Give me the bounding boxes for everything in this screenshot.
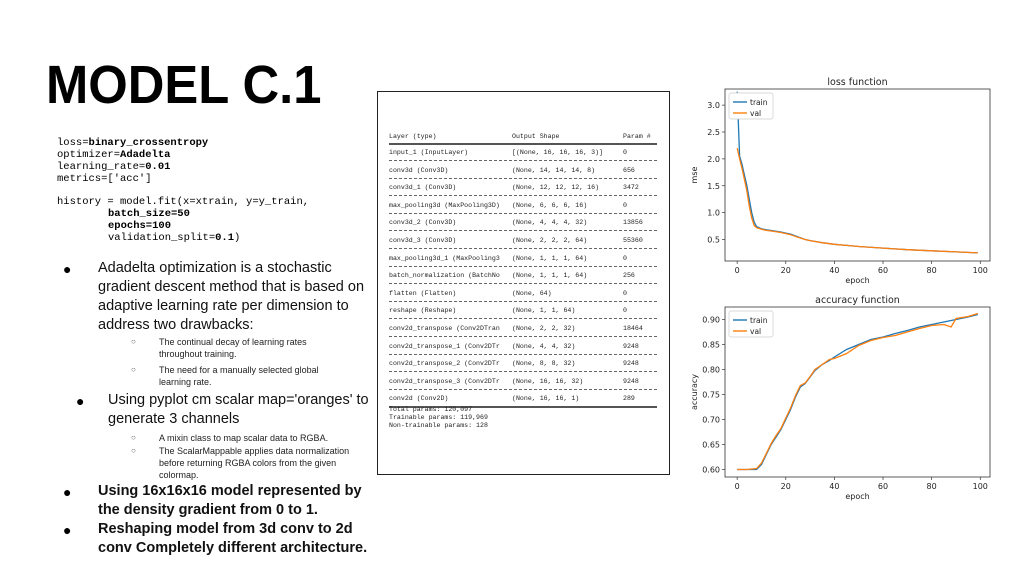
legend-label-train: train bbox=[750, 98, 768, 107]
summary-cell-output: [(None, 16, 16, 16, 3)] bbox=[512, 149, 604, 156]
chart-title: loss function bbox=[827, 77, 888, 88]
y-tick-label: 0.60 bbox=[702, 465, 720, 475]
summary-cell-output: (None, 64) bbox=[512, 289, 552, 297]
code-line-learning-rate: learning_rate=0.01 bbox=[57, 161, 171, 173]
code-line-metrics: metrics=['acc'] bbox=[57, 173, 152, 185]
summary-row-separator bbox=[389, 266, 657, 267]
summary-header-separator bbox=[389, 143, 657, 145]
y-tick-label: 0.5 bbox=[707, 235, 720, 245]
bullet-reshaping: Reshaping model from 3d conv to 2d conv Completely different architecture. bbox=[98, 521, 368, 556]
summary-header-layer: Layer (type) bbox=[389, 133, 437, 140]
sub-bullet-mixin: A mixin class to map scalar data to RGBA. bbox=[159, 433, 329, 443]
summary-cell-layer: conv3d_3 (Conv3D) bbox=[389, 237, 457, 244]
y-axis-label: mse bbox=[690, 166, 699, 184]
summary-cell-param: 0 bbox=[623, 307, 627, 315]
summary-cell-param: 0 bbox=[623, 289, 627, 297]
summary-row-separator bbox=[389, 160, 657, 161]
sub-bullet-circle: ○ bbox=[131, 433, 136, 442]
x-tick-label: 20 bbox=[780, 482, 791, 491]
y-tick-label: 0.85 bbox=[702, 340, 720, 350]
summary-cell-output: (None, 2, 2, 2, 64) bbox=[512, 237, 588, 244]
summary-cell-param: 289 bbox=[623, 395, 635, 403]
legend-label-val: val bbox=[750, 109, 762, 118]
summary-row-separator bbox=[389, 389, 657, 390]
bullet-dot: ● bbox=[63, 261, 72, 277]
y-tick-label: 0.70 bbox=[702, 415, 720, 425]
bullet-dot: ● bbox=[76, 393, 85, 409]
summary-row-separator bbox=[389, 336, 657, 337]
x-tick-label: 60 bbox=[877, 266, 889, 275]
sub-bullet-decay: The continual decay of learning rates throughout training. bbox=[159, 337, 307, 359]
y-axis-label: accuracy bbox=[690, 373, 699, 411]
summary-cell-output: (None, 4, 4, 4, 32) bbox=[512, 219, 588, 227]
summary-cell-layer: conv3d_1 (Conv3D) bbox=[389, 184, 457, 192]
summary-cell-param: 0 bbox=[623, 254, 627, 262]
summary-row-separator bbox=[389, 301, 657, 302]
summary-cell-output: (None, 4, 4, 32) bbox=[512, 342, 576, 350]
sub-bullet-global-lr: The need for a manually selected global learning rate. bbox=[159, 365, 319, 387]
sub-bullet-circle: ○ bbox=[131, 365, 136, 374]
summary-cell-param: 55360 bbox=[623, 237, 643, 244]
summary-cell-param: 256 bbox=[623, 272, 635, 280]
x-axis-label: epoch bbox=[845, 276, 870, 285]
bullet-pyplot: Using pyplot cm scalar map='oranges' to generate 3 channels bbox=[108, 392, 369, 427]
summary-cell-param: 3472 bbox=[623, 184, 639, 192]
x-tick-label: 60 bbox=[877, 482, 889, 491]
summary-row-separator bbox=[389, 248, 657, 249]
x-tick-label: 40 bbox=[829, 266, 840, 275]
bullet-dot: ● bbox=[63, 484, 72, 500]
summary-row-separator bbox=[389, 318, 657, 319]
code-line-loss: loss=binary_crossentropy bbox=[57, 137, 209, 149]
legend bbox=[729, 93, 773, 119]
summary-cell-layer: batch_normalization (BatchNo bbox=[389, 272, 500, 280]
summary-cell-output: (None, 8, 8, 32) bbox=[512, 360, 576, 368]
summary-nontrainable: Non-trainable params: 128 bbox=[389, 422, 488, 429]
y-tick-label: 1.5 bbox=[707, 181, 720, 191]
summary-cell-layer: conv2d_transpose (Conv2DTran bbox=[389, 325, 500, 332]
summary-cell-layer: conv2d_transpose_2 (Conv2DTr bbox=[389, 360, 500, 368]
summary-cell-param: 13856 bbox=[623, 219, 643, 227]
bullet-adadelta: Adadelta optimization is a stochastic gradient descent method that is based on adaptive learning rate per dimension to address two drawbacks: bbox=[98, 260, 365, 333]
summary-cell-layer: reshape (Reshape) bbox=[389, 307, 457, 315]
x-tick-label: 0 bbox=[734, 482, 740, 491]
summary-cell-output: (None, 12, 12, 12, 16) bbox=[512, 184, 600, 192]
summary-row-separator bbox=[389, 230, 657, 231]
summary-total: Total params: 120,097 bbox=[389, 406, 473, 413]
summary-cell-layer: max_pooling3d (MaxPooling3D) bbox=[389, 201, 500, 209]
summary-cell-output: (None, 16, 16, 1) bbox=[512, 395, 580, 403]
x-tick-label: 0 bbox=[734, 266, 740, 275]
code-line-optimizer: optimizer=Adadelta bbox=[57, 149, 171, 161]
chart-title: accuracy function bbox=[815, 295, 900, 306]
summary-cell-layer: max_pooling3d_1 (MaxPooling3 bbox=[389, 254, 500, 262]
sub-bullet-circle: ○ bbox=[131, 446, 136, 455]
x-axis-label: epoch bbox=[845, 492, 870, 501]
sub-bullet-scalarmappable: The ScalarMappable applies data normalization before returning RGBA colors from the given colormap. bbox=[159, 446, 350, 480]
summary-cell-param: 9248 bbox=[623, 377, 639, 385]
summary-cell-layer: conv2d_transpose_1 (Conv2DTr bbox=[389, 342, 500, 350]
slide-title: MODEL C.1 bbox=[46, 55, 322, 115]
summary-cell-output: (None, 16, 16, 32) bbox=[512, 377, 584, 385]
summary-row-separator bbox=[389, 354, 657, 355]
summary-cell-param: 0 bbox=[623, 201, 627, 209]
summary-cell-param: 9248 bbox=[623, 360, 639, 368]
x-tick-label: 80 bbox=[926, 266, 937, 275]
loss-chart bbox=[680, 66, 995, 288]
summary-cell-param: 9248 bbox=[623, 342, 639, 350]
summary-cell-param: 18464 bbox=[623, 325, 643, 332]
y-tick-label: 0.65 bbox=[702, 440, 720, 450]
x-tick-label: 100 bbox=[972, 266, 988, 275]
summary-row-separator bbox=[389, 195, 657, 196]
summary-cell-output: (None, 14, 14, 14, 8) bbox=[512, 166, 596, 174]
summary-cell-layer: conv3d_2 (Conv3D) bbox=[389, 219, 457, 227]
summary-cell-layer: conv2d (Conv2D) bbox=[389, 395, 449, 403]
summary-cell-layer: input_1 (InputLayer) bbox=[389, 149, 469, 156]
summary-cell-output: (None, 1, 1, 1, 64) bbox=[512, 254, 588, 262]
summary-cell-param: 0 bbox=[623, 149, 627, 156]
x-tick-label: 80 bbox=[926, 482, 937, 491]
summary-cell-layer: conv3d (Conv3D) bbox=[389, 166, 449, 174]
summary-header-output: Output Shape bbox=[512, 133, 560, 140]
code-line-validation-split: validation_split=0.1) bbox=[108, 232, 241, 244]
y-tick-label: 2.0 bbox=[707, 154, 720, 164]
legend bbox=[729, 311, 773, 337]
summary-header-param: Param # bbox=[623, 133, 651, 140]
bullet-16x16x16: Using 16x16x16 model represented by the density gradient from 0 to 1. bbox=[98, 483, 362, 518]
legend-label-val: val bbox=[750, 327, 762, 336]
summary-row-separator bbox=[389, 371, 657, 372]
summary-cell-layer: conv2d_transpose_3 (Conv2DTr bbox=[389, 377, 500, 385]
code-line-epochs: epochs=100 bbox=[108, 220, 172, 232]
summary-row-separator bbox=[389, 283, 657, 284]
sub-bullet-circle: ○ bbox=[131, 337, 136, 346]
x-tick-label: 40 bbox=[829, 482, 840, 491]
y-tick-label: 3.0 bbox=[707, 101, 720, 111]
y-tick-label: 0.90 bbox=[702, 315, 720, 325]
accuracy-chart bbox=[680, 289, 995, 509]
summary-cell-output: (None, 2, 2, 32) bbox=[512, 325, 576, 332]
code-line-fit: history = model.fit(x=xtrain, y=y_train, bbox=[57, 196, 310, 208]
summary-cell-output: (None, 6, 6, 6, 16) bbox=[512, 201, 588, 209]
summary-cell-layer: flatten (Flatten) bbox=[389, 289, 457, 297]
summary-cell-output: (None, 1, 1, 1, 64) bbox=[512, 272, 588, 280]
summary-trainable: Trainable params: 119,969 bbox=[389, 414, 488, 421]
summary-row-separator bbox=[389, 178, 657, 179]
summary-row-separator bbox=[389, 213, 657, 214]
y-tick-label: 0.80 bbox=[702, 365, 720, 375]
code-line-batch-size: batch_size=50 bbox=[108, 208, 190, 220]
y-tick-label: 0.75 bbox=[702, 390, 720, 400]
x-tick-label: 20 bbox=[780, 266, 791, 275]
bullet-dot: ● bbox=[63, 522, 72, 538]
model-summary-panel bbox=[377, 91, 670, 475]
x-tick-label: 100 bbox=[972, 482, 988, 491]
legend-label-train: train bbox=[750, 316, 768, 325]
y-tick-label: 1.0 bbox=[707, 208, 720, 218]
summary-cell-param: 656 bbox=[623, 166, 635, 174]
y-tick-label: 2.5 bbox=[707, 128, 720, 137]
summary-cell-output: (None, 1, 1, 64) bbox=[512, 307, 576, 315]
